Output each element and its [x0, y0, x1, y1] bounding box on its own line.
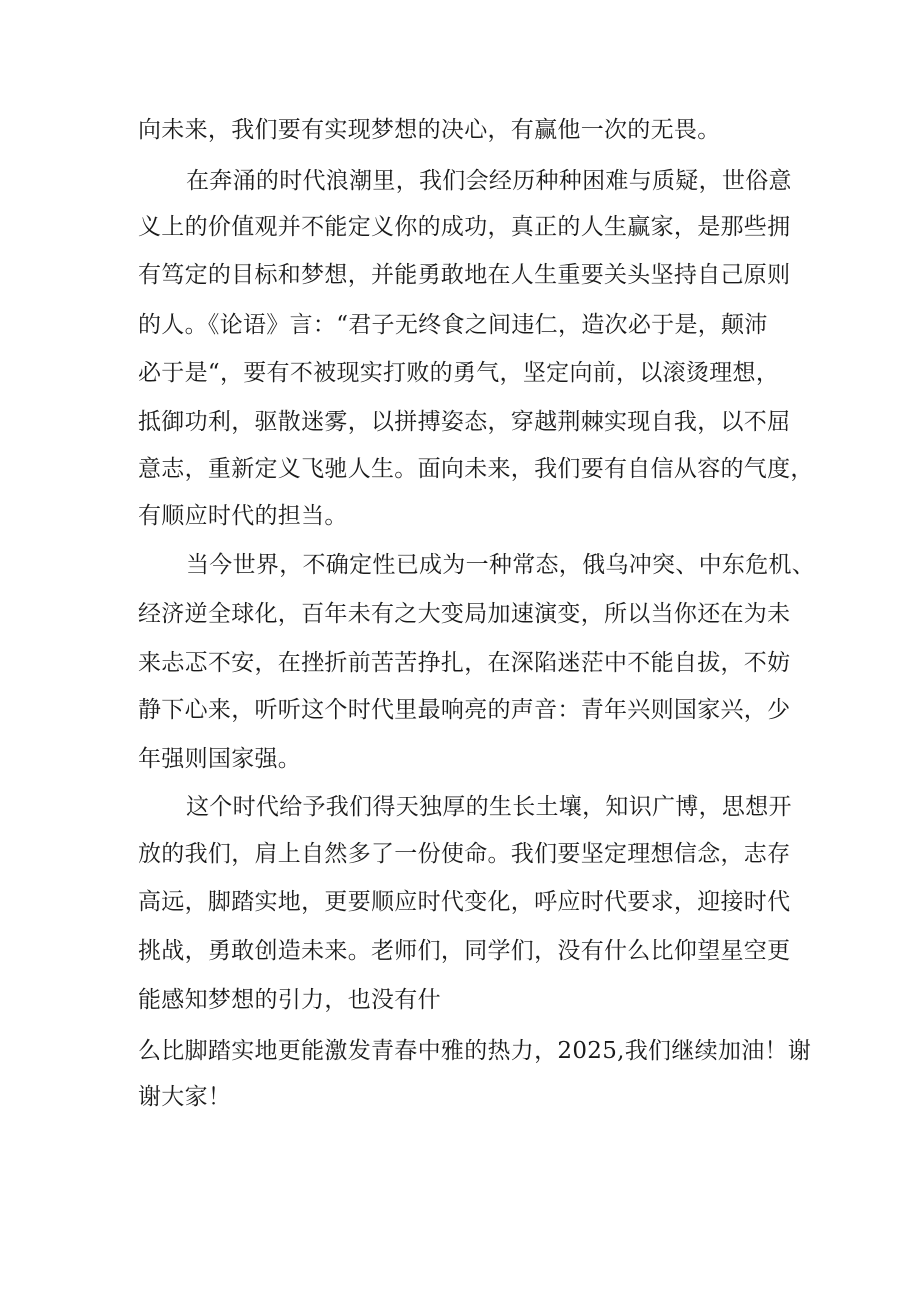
text-line: 必于是“，要有不被现实打败的勇气，坚定向前，以滚烫理想，: [138, 360, 780, 386]
text-line: 静下心来，听听这个时代里最响亮的声音：青年兴则国家兴，少: [138, 697, 791, 723]
text-line: 年强则国家强。: [138, 746, 302, 772]
text-line: 放的我们，肩上自然多了一份使命。我们要坚定理想信念，志存: [138, 841, 791, 867]
text-line: 意志，重新定义飞驰人生。面向未来，我们要有自信从容的气度，: [138, 456, 814, 482]
text-line: 向未来，我们要有实现梦想的决心，有赢他一次的无畏。: [138, 117, 721, 143]
text-line: 经济逆全球化，百年未有之大变局加速演变，所以当你还在为未: [138, 601, 791, 627]
text-line: 挑战，勇敢创造未来。老师们，同学们，没有什么比仰望星空更: [138, 938, 791, 964]
text-line: 抵御功利，驱散迷雾，以拼搏姿态，穿越荆棘实现自我，以不屈: [138, 409, 791, 435]
text-line: 义上的价值观并不能定义你的成功，真正的人生赢家，是那些拥: [138, 214, 791, 240]
text-line: 当今世界，不确定性已成为一种常态，俄乌冲突、中东危机、: [186, 552, 816, 578]
text-line: 这个时代给予我们得天独厚的生长土壤，知识广博，思想开: [186, 794, 792, 820]
text-line: 高远，脚踏实地，更要顺应时代变化，呼应时代要求，迎接时代: [138, 889, 791, 915]
text-line: 有顺应时代的担当。: [138, 503, 348, 529]
text-line: 的人。《论语》言：“君子无终食之间违仁，造次必于是，颠沛: [138, 312, 768, 338]
text-line: 能感知梦想的引力，也没有什: [138, 987, 441, 1013]
text-line: 么比脚踏实地更能激发青春中雅的热力，2025,我们继续加油！谢: [138, 1038, 812, 1064]
text-line: 在奔涌的时代浪潮里，我们会经历种种困难与质疑，世俗意: [186, 168, 792, 194]
text-line: 谢大家！: [138, 1084, 232, 1110]
text-line: 来忐忑不安，在挫折前苦苦挣扎，在深陷迷茫中不能自拔，不妨: [138, 650, 791, 676]
text-line: 有笃定的目标和梦想，并能勇敢地在人生重要关头坚持自己原则: [138, 262, 791, 288]
